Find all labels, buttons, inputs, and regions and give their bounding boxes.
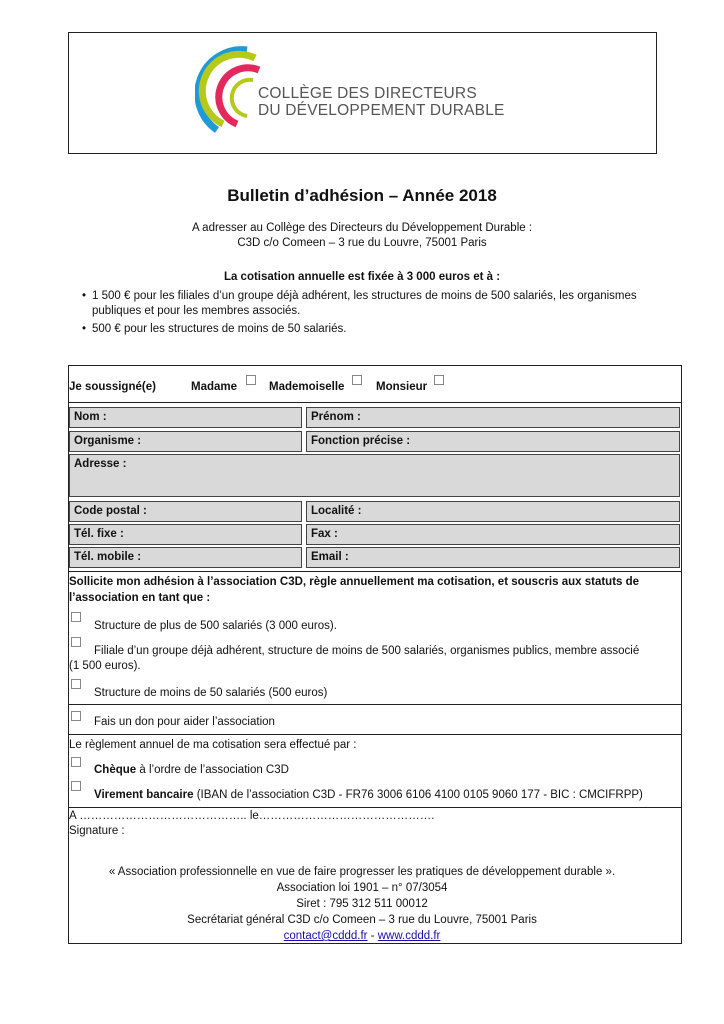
don-checkbox[interactable] <box>71 711 81 721</box>
virement-bold: Virement bancaire <box>94 789 194 801</box>
don-label: Fais un don pour aider l’association <box>94 716 275 728</box>
sollicite-line-2: l’association en tant que : <box>69 592 211 604</box>
page-title: Bulletin d’adhésion – Année 2018 <box>227 186 497 205</box>
option-filiale-label-2: (1 500 euros). <box>69 660 141 672</box>
cheque-checkbox[interactable] <box>71 757 81 767</box>
localite-label: Localité : <box>311 505 362 517</box>
address-line-2: C3D c/o Comeen – 3 rue du Louvre, 75001 Paris <box>237 237 487 249</box>
mademoiselle-label: Mademoiselle <box>269 381 345 393</box>
virement-label <box>94 789 643 801</box>
option-500-plus-checkbox[interactable] <box>71 612 81 622</box>
logo-line-1: COLLÈGE DES DIRECTEURS <box>258 85 477 102</box>
mademoiselle-checkbox[interactable] <box>352 375 362 385</box>
divider <box>68 402 682 403</box>
cotisation-bullet-2: • 500 € pour les structures de moins de 50 salariés. <box>92 322 662 337</box>
code-postal-field[interactable] <box>69 501 302 522</box>
fax-field[interactable] <box>306 524 680 545</box>
fax-label: Fax : <box>311 528 338 540</box>
monsieur-label: Monsieur <box>376 381 428 393</box>
address-line-1: A adresser au Collège des Directeurs du Développement Durable : <box>191 222 533 234</box>
footer-links <box>0 930 724 942</box>
reglement-label: Le règlement annuel de ma cotisation sera effectué par : <box>69 739 357 751</box>
footer-line-1: « Association professionnelle en vue de faire progresser les pratiques de développement durable ». <box>108 866 616 878</box>
email-field[interactable] <box>306 547 680 568</box>
fonction-field[interactable] <box>306 431 680 452</box>
divider <box>68 704 682 705</box>
divider <box>68 734 682 735</box>
cheque-rest: à l’ordre de l’association C3D <box>136 764 289 776</box>
virement-checkbox[interactable] <box>71 781 81 791</box>
option-50-less-checkbox[interactable] <box>71 679 81 689</box>
cheque-bold: Chèque <box>94 764 137 776</box>
cotisation-bullet-1: • 1 500 € pour les filiales d’un groupe déjà adhérent, les structures de moins de 500 salariés, les organismes publiques et pour les membres associés. <box>92 289 662 319</box>
virement-rest: (IBAN de l’association C3D - FR76 3006 6106 4100 0105 9060 177 - BIC : CMCIFRPP) <box>193 789 643 801</box>
option-filiale-checkbox[interactable] <box>71 637 81 647</box>
madame-label: Madame <box>191 381 238 393</box>
footer-line-2: Association loi 1901 – n° 07/3054 <box>276 882 448 894</box>
organisme-field[interactable] <box>69 431 302 452</box>
footer-sep: - <box>367 930 378 942</box>
option-filiale-label-1: Filiale d’un groupe déjà adhérent, structure de moins de 500 salariés, organismes publics, membre associé <box>94 645 640 657</box>
adresse-label: Adresse : <box>74 458 127 470</box>
footer-line-4: Secrétariat général C3D c/o Comeen – 3 rue du Louvre, 75001 Paris <box>187 914 537 926</box>
email-label: Email : <box>311 551 349 563</box>
footer-line-3: Siret : 795 312 511 00012 <box>296 898 428 910</box>
option-500-plus-label: Structure de plus de 500 salariés (3 000 euros). <box>94 620 337 632</box>
c3d-logo-arcs-icon <box>195 42 265 140</box>
monsieur-checkbox[interactable] <box>434 375 444 385</box>
organisme-label: Organisme : <box>74 435 142 447</box>
prenom-field[interactable] <box>306 407 680 428</box>
nom-field[interactable] <box>69 407 302 428</box>
tel-mobile-label: Tél. mobile : <box>74 551 142 563</box>
sollicite-line-1: Sollicite mon adhésion à l’association C3D, règle annuellement ma cotisation, et souscris aux statuts de <box>69 576 640 588</box>
fonction-label: Fonction précise : <box>311 435 411 447</box>
logo-line-2: DU DÉVELOPPEMENT DURABLE <box>258 102 505 119</box>
nom-label: Nom : <box>74 411 107 423</box>
adresse-field[interactable] <box>69 454 680 497</box>
logo-text <box>258 85 505 119</box>
prenom-label: Prénom : <box>311 411 361 423</box>
tel-mobile-field[interactable] <box>69 547 302 568</box>
signature-label: Signature : <box>69 825 125 837</box>
option-50-less-label: Structure de moins de 50 salariés (500 euros) <box>94 687 328 699</box>
tel-fixe-label: Tél. fixe : <box>74 528 124 540</box>
cheque-label <box>94 764 289 776</box>
localite-field[interactable] <box>306 501 680 522</box>
madame-checkbox[interactable] <box>246 375 256 385</box>
undersigned-label: Je soussigné(e) <box>69 381 156 393</box>
cotisation-heading: La cotisation annuelle est fixée à 3 000 euros et à : <box>223 271 501 283</box>
divider <box>68 807 682 808</box>
email-link[interactable]: contact@cddd.fr <box>283 930 368 942</box>
code-postal-label: Code postal : <box>74 505 147 517</box>
website-link[interactable]: www.cddd.fr <box>377 930 441 942</box>
place-date-line[interactable]: A …………………………………….. le………………………………………. <box>69 810 435 822</box>
divider <box>68 571 682 572</box>
tel-fixe-field[interactable] <box>69 524 302 545</box>
